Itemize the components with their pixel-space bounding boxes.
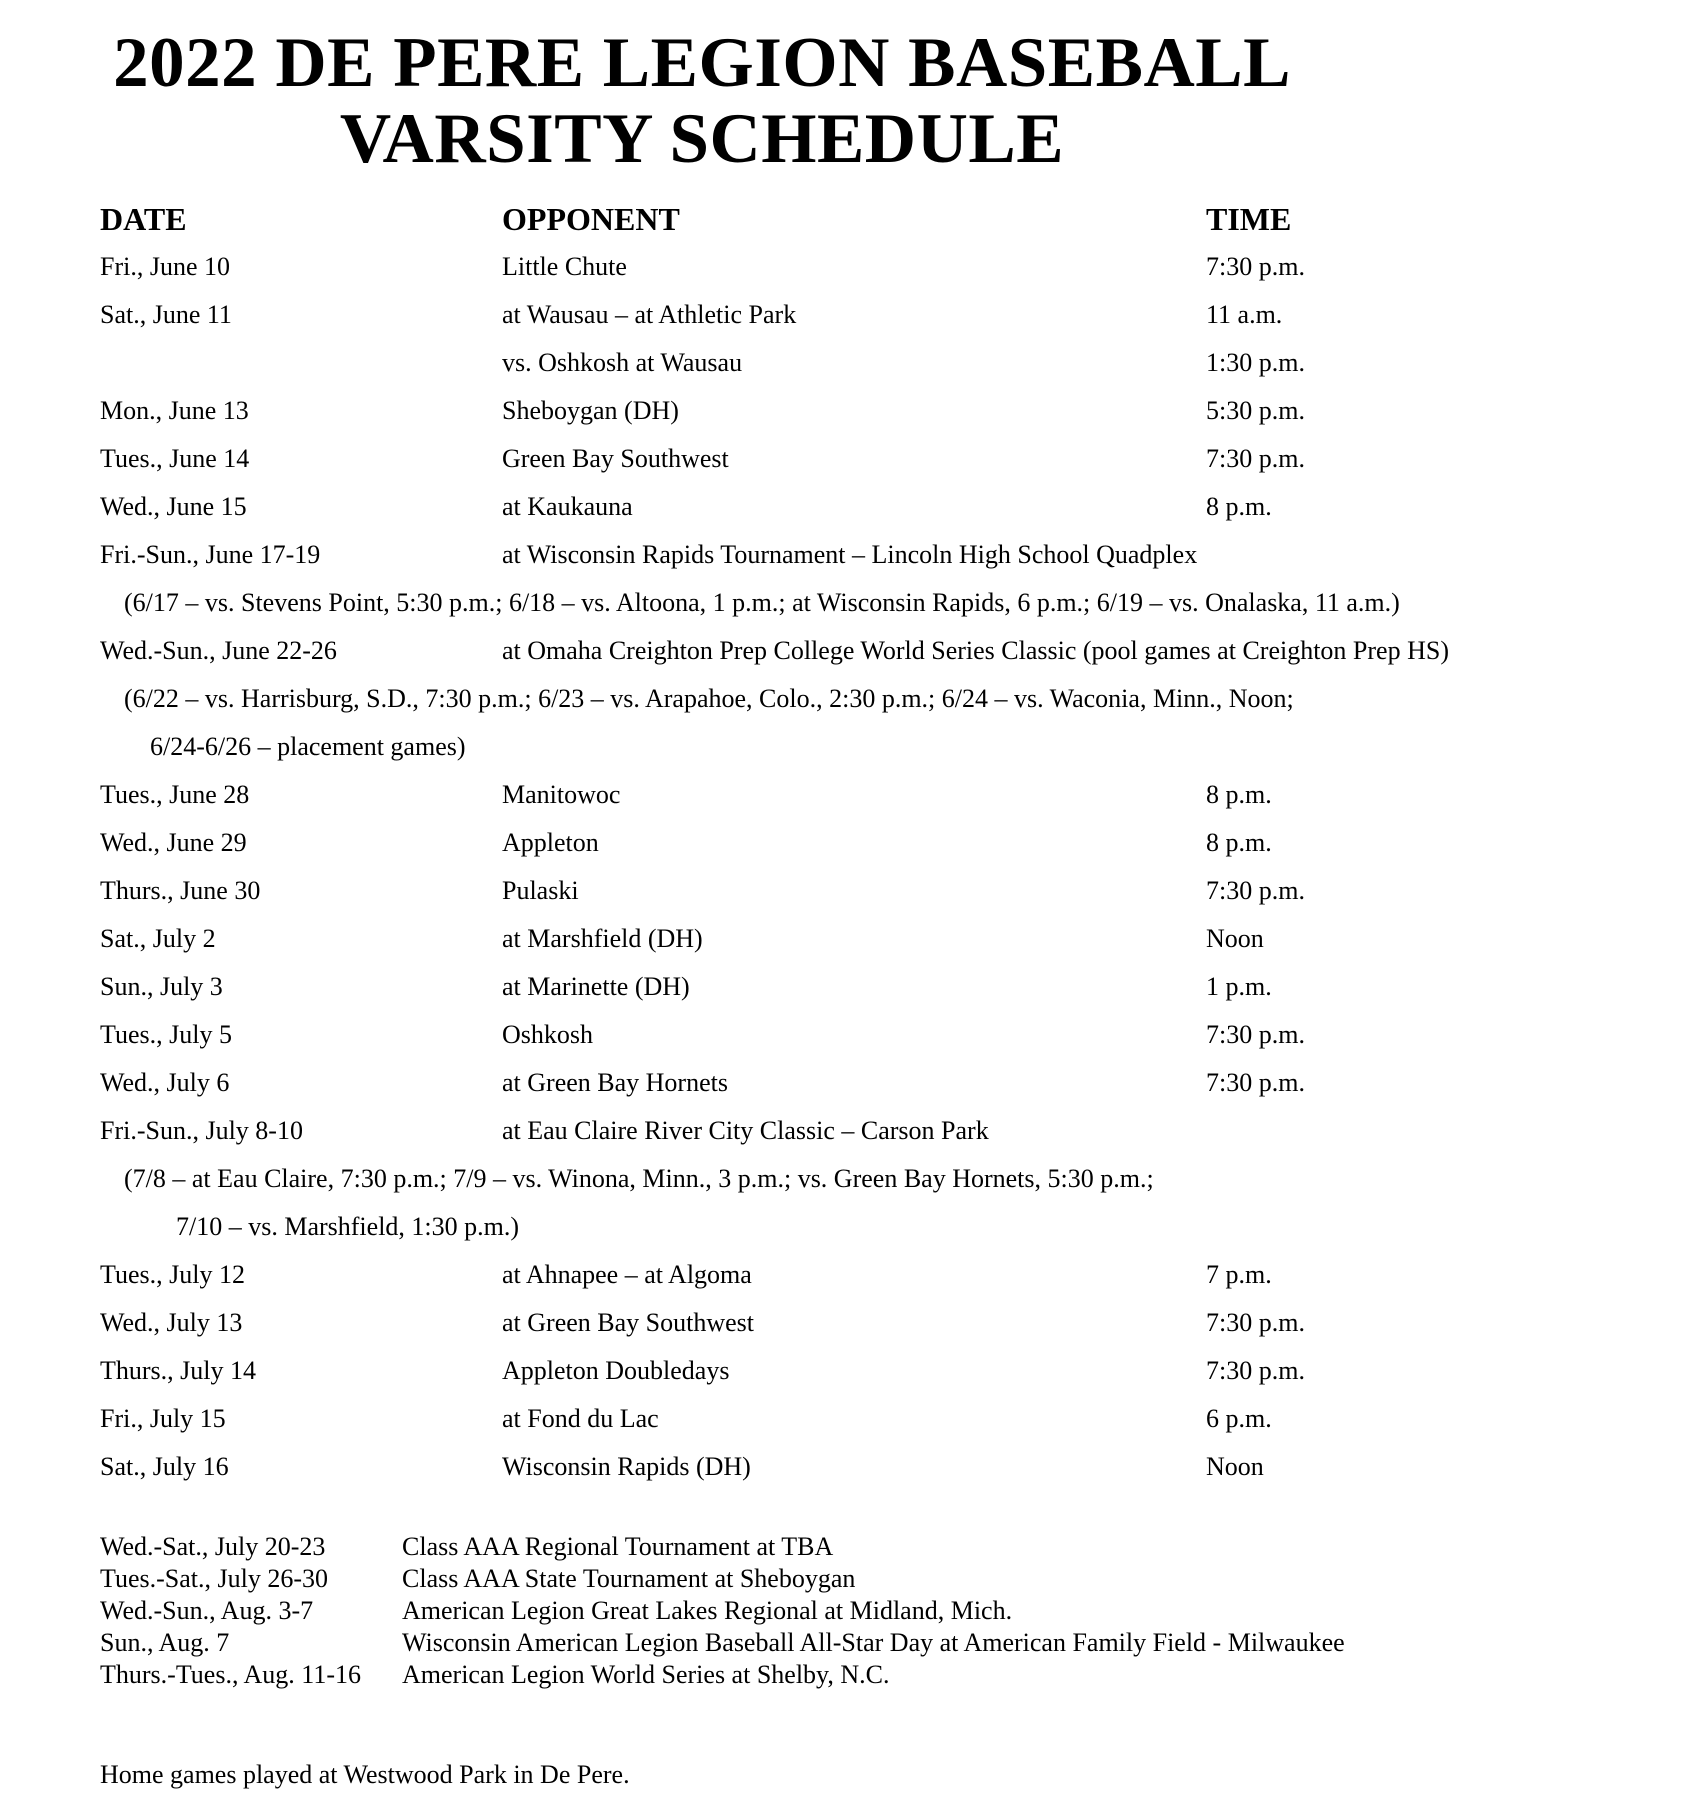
game-opponent: at Marshfield (DH): [502, 924, 703, 953]
postseason-event: Wisconsin American Legion Baseball All-Star Day at American Family Field - Milwaukee: [402, 1628, 1345, 1657]
postseason-date: Wed.-Sat., July 20-23: [100, 1532, 326, 1561]
game-time: 8 p.m.: [1206, 780, 1272, 809]
game-time: 7:30 p.m.: [1206, 1308, 1305, 1337]
game-time: 7:30 p.m.: [1206, 1020, 1305, 1049]
game-date: Tues., June 14: [100, 444, 250, 473]
table-row: [0, 1059, 1700, 1107]
game-opponent: Wisconsin Rapids (DH): [502, 1452, 751, 1481]
game-opponent: at Marinette (DH): [502, 972, 690, 1001]
tournament-note: 6/24-6/26 – placement games): [150, 732, 466, 761]
postseason-event: Class AAA Regional Tournament at TBA: [402, 1532, 834, 1561]
postseason-row: [0, 1595, 1700, 1627]
game-opponent: at Green Bay Southwest: [502, 1308, 755, 1337]
game-date: Wed., July 13: [100, 1308, 243, 1337]
game-date: Fri.-Sun., July 8-10: [100, 1116, 303, 1145]
game-date: Thurs., June 30: [100, 876, 261, 905]
game-opponent: Appleton: [502, 828, 599, 857]
table-row: [0, 963, 1700, 1011]
table-row: [0, 819, 1700, 867]
game-opponent: Sheboygan (DH): [502, 396, 679, 425]
game-time: 1 p.m.: [1206, 972, 1272, 1001]
game-opponent: Green Bay Southwest: [502, 444, 729, 473]
game-time: 11 a.m.: [1206, 300, 1283, 329]
game-time: 7:30 p.m.: [1206, 876, 1305, 905]
game-opponent: Appleton Doubledays: [502, 1356, 730, 1385]
game-date: Sat., July 16: [100, 1452, 229, 1481]
game-time: 7 p.m.: [1206, 1260, 1272, 1289]
postseason-date: Tues.-Sat., July 26-30: [100, 1564, 329, 1593]
table-row: [0, 339, 1700, 387]
table-row: [0, 915, 1700, 963]
game-date: Tues., July 12: [100, 1260, 245, 1289]
game-time: 7:30 p.m.: [1206, 1356, 1305, 1385]
game-date: Wed., June 29: [100, 828, 247, 857]
game-time: 7:30 p.m.: [1206, 252, 1305, 281]
game-time: Noon: [1206, 924, 1264, 953]
game-date: Thurs., July 14: [100, 1356, 256, 1385]
game-opponent: vs. Oshkosh at Wausau: [502, 348, 743, 377]
game-opponent: Oshkosh: [502, 1020, 594, 1049]
game-time: 7:30 p.m.: [1206, 444, 1305, 473]
game-time: Noon: [1206, 1452, 1264, 1481]
game-opponent: at Wausau – at Athletic Park: [502, 300, 797, 329]
game-date: Tues., June 28: [100, 780, 250, 809]
postseason-row: [0, 1563, 1700, 1595]
game-date: Tues., July 5: [100, 1020, 232, 1049]
table-row: [0, 1443, 1700, 1491]
game-time: 5:30 p.m.: [1206, 396, 1305, 425]
header-date: DATE: [100, 201, 187, 237]
game-date: Fri., July 15: [100, 1404, 226, 1433]
tournament-note: 7/10 – vs. Marshfield, 1:30 p.m.): [176, 1212, 520, 1241]
table-row: [0, 771, 1700, 819]
postseason-row: [0, 1659, 1700, 1691]
game-opponent: at Wisconsin Rapids Tournament – Lincoln High School Quadplex: [502, 540, 1198, 569]
table-row: [0, 867, 1700, 915]
game-time: 7:30 p.m.: [1206, 1068, 1305, 1097]
header-opponent: OPPONENT: [502, 201, 680, 237]
game-time: 8 p.m.: [1206, 492, 1272, 521]
game-date: Sat., July 2: [100, 924, 216, 953]
schedule-title-line-1: 2022 DE PERE LEGION BASEBALL: [113, 24, 1291, 102]
game-date: Sun., July 3: [100, 972, 223, 1001]
game-date: Mon., June 13: [100, 396, 249, 425]
table-row: [0, 627, 1700, 675]
game-date: Fri.-Sun., June 17-19: [100, 540, 321, 569]
home-games-note: Home games played at Westwood Park in De Pere.: [100, 1760, 630, 1789]
postseason-date: Sun., Aug. 7: [100, 1628, 230, 1657]
table-row: [0, 1395, 1700, 1443]
game-date: Wed.-Sun., June 22-26: [100, 636, 337, 665]
game-opponent: at Kaukauna: [502, 492, 633, 521]
table-row: [0, 435, 1700, 483]
table-row: [0, 1347, 1700, 1395]
postseason-event: American Legion Great Lakes Regional at Midland, Mich.: [402, 1596, 1013, 1625]
game-date: Wed., July 6: [100, 1068, 230, 1097]
game-opponent: Manitowoc: [502, 780, 621, 809]
game-date: Fri., June 10: [100, 252, 230, 281]
tournament-note: (6/17 – vs. Stevens Point, 5:30 p.m.; 6/18 – vs. Altoona, 1 p.m.; at Wisconsin Rapids, 6 p.m.; 6/19 – vs. Onalaska, 11 a.m.): [124, 588, 1400, 617]
table-row: [0, 243, 1700, 291]
game-opponent: Pulaski: [502, 876, 579, 905]
tournament-note: (7/8 – at Eau Claire, 7:30 p.m.; 7/9 – vs. Winona, Minn., 3 p.m.; vs. Green Bay Hornets, 5:30 p.m.;: [124, 1164, 1154, 1193]
postseason-event: Class AAA State Tournament at Sheboygan: [402, 1564, 856, 1593]
table-row: [0, 1251, 1700, 1299]
game-opponent: at Fond du Lac: [502, 1404, 659, 1433]
table-row: [0, 483, 1700, 531]
table-row: [0, 1107, 1700, 1155]
table-row: [0, 1299, 1700, 1347]
schedule-title-line-2: VARSITY SCHEDULE: [339, 100, 1065, 178]
postseason-date: Thurs.-Tues., Aug. 11-16: [100, 1660, 361, 1689]
table-row: [0, 291, 1700, 339]
postseason-row: [0, 1627, 1700, 1659]
game-opponent: at Ahnapee – at Algoma: [502, 1260, 752, 1289]
game-opponent: at Eau Claire River City Classic – Carson Park: [502, 1116, 989, 1145]
game-time: 6 p.m.: [1206, 1404, 1272, 1433]
game-time: 1:30 p.m.: [1206, 348, 1305, 377]
game-time: 8 p.m.: [1206, 828, 1272, 857]
game-opponent: at Green Bay Hornets: [502, 1068, 728, 1097]
game-date: Wed., June 15: [100, 492, 247, 521]
table-row: [0, 387, 1700, 435]
table-row: [0, 531, 1700, 579]
table-row: [0, 1011, 1700, 1059]
game-opponent: Little Chute: [502, 252, 627, 281]
header-time: TIME: [1206, 201, 1292, 237]
game-date: Sat., June 11: [100, 300, 232, 329]
postseason-row: [0, 1531, 1700, 1563]
postseason-date: Wed.-Sun., Aug. 3-7: [100, 1596, 314, 1625]
postseason-event: American Legion World Series at Shelby, N.C.: [402, 1660, 890, 1689]
game-opponent: at Omaha Creighton Prep College World Series Classic (pool games at Creighton Prep HS): [502, 636, 1449, 665]
tournament-note: (6/22 – vs. Harrisburg, S.D., 7:30 p.m.; 6/23 – vs. Arapahoe, Colo., 2:30 p.m.; 6/24 – vs. Waconia, Minn., Noon;: [124, 684, 1294, 713]
